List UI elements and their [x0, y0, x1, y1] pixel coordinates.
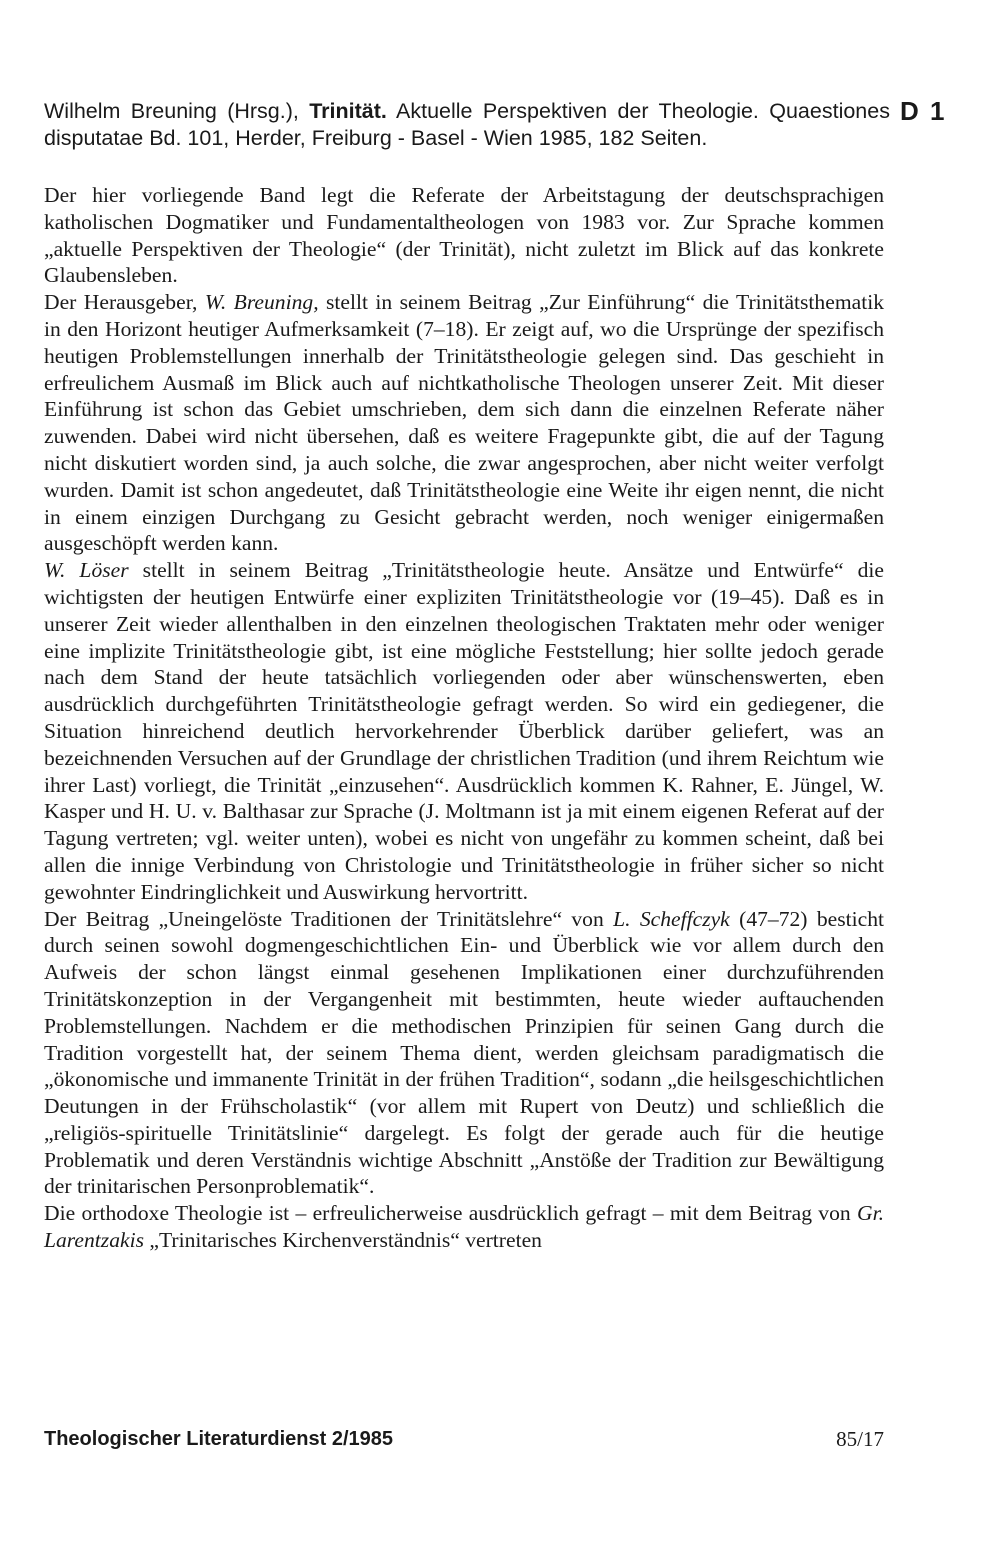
paragraph-4-text: (47–72) besticht durch seinen sowohl dogmengeschichtlichen Ein- und Überblick wie vor allem durch den Aufweis der schon längst einmal gesehenen Implikationen einer durchzuführenden Trinitätskonzeption in der Vergangenheit mit bestimmten, heute wieder auftauchenden Problemstellungen. Nachdem er die methodischen Prinzipien für seinen Gang durch die Tradition vorgestellt hat, der seinem Thema dient, werden gleichsam paradigmatisch die „ökonomische und immanente Trinität in der frühen Tradition“, sodann „die heilsgeschichtlichen Deutungen in der Frühscholastik“ (vor allem mit Rupert von Deutz) und schließlich die „religiös-spirituelle Trinitätslinie“ dargelegt. Es folgt der gerade auch für die heutige Problematik und deren Verständnis wichtige Abschnitt „Anstöße der Tradition zur Bewältigung der trinitarischen Personproblematik“.	[44, 906, 884, 1199]
author-name-larentzakis: Gr. Larentzakis	[44, 1201, 884, 1253]
paragraph-5-intro: Die orthodoxe Theologie ist – erfreulicherweise ausdrücklich gefragt – mit dem Beitrag von	[44, 1201, 851, 1226]
paragraph-4	[44, 906, 884, 1201]
author-name-scheffczyk: L. Scheffczyk	[613, 906, 730, 931]
paragraph-4-intro: Der Beitrag „Uneingelöste Traditionen der Trinitätslehre“ von	[44, 906, 604, 931]
header-author: Wilhelm Breuning (Hrsg.),	[44, 99, 299, 123]
paragraph-2-text: stellt in seinem Beitrag „Zur Einführung“ die Trinitätsthematik in den Horizont heutiger Aufmerksamkeit (7–18). Er zeigt auf, wo die Ursprünge der spezifisch heutigen Problemstellungen innerhalb der Trinitätstheologie gelegen sind. Das geschieht in erfreulichem Ausmaß im Blick auch auf nichtkatholische Theologen unserer Zeit. Mit dieser Einführung ist schon das Gebiet umschrieben, dem sich dann die einzelnen Referate näher zuwenden. Dabei wird nicht übersehen, daß es weitere Fragepunkte gibt, die auf der Tagung nicht diskutiert worden sind, ja auch solche, die zwar angesprochen, aber nicht weiter verfolgt wurden. Damit ist schon angedeutet, daß Trinitätstheologie eine Weite ihr eigen nennt, die nicht in einem einzigen Durchgang zu Gesicht gebracht werden, noch weniger einigermaßen ausgeschöpft werden kann.	[44, 290, 884, 556]
author-name-breuning: W. Breuning,	[204, 290, 319, 315]
bibliographic-header	[44, 98, 890, 152]
section-code: D 1	[900, 96, 947, 126]
header-title: Trinität.	[309, 99, 387, 123]
paragraph-1: Der hier vorliegende Band legt die Referate der Arbeitstagung der deutschsprachigen katholischen Dogmatiker und Fundamentaltheologen von 1983 vor. Zur Sprache kommen „aktuelle Perspektiven der Theologie“ (der Trinität), nicht zuletzt im Blick auf das konkrete Glaubensleben.	[44, 183, 884, 288]
paragraph-3-text: stellt in seinem Beitrag „Trinitätstheologie heute. Ansätze und Entwürfe“ die wichtigsten der heutigen Entwürfe einer expliziten Trinitätstheologie vor (19–45). Daß es in unserer Zeit wieder allenthalben in den einzelnen theologischen Traktaten mehr oder weniger eine implizite Trinitätstheologie gibt, ist eine mögliche Feststellung; hier sollte jedoch gerade nach dem Stand der heute tatsächlich vorliegenden oder aber wünschenswerten, eben ausdrücklich durchgeführten Trinitätstheologie gefragt werden. So wird ein gediegener, die Situation hinreichend deutlich hervorkehrender Überblick darüber geliefert, was an bezeichnenden Versuchen auf der Grundlage der christlichen Tradition (und ihrem Reichtum wie ihrer Last) vorliegt, die Trinität „einzusehen“. Ausdrücklich kommen K. Rahner, E. Jüngel, W. Kasper und H. U. v. Balthasar zur Sprache (J. Moltmann ist ja mit einem eigenen Referat auf der Tagung vertreten; vgl. weiter unten), wobei es nicht von ungefähr zu kommen scheint, daß bei allen die innige Verbindung von Christologie und Trinitätstheologie in früher sicher so nicht gewohnter Eindringlichkeit und Auswirkung hervortritt.	[44, 558, 884, 904]
author-name-loeser: W. Löser	[44, 558, 129, 583]
paragraph-2	[44, 289, 884, 557]
paragraph-2-intro: Der Herausgeber,	[44, 290, 198, 315]
page-number: 85/17	[836, 1427, 884, 1451]
review-body	[44, 182, 884, 1254]
paragraph-5-text: „Trinitarisches Kirchenverständnis“ vertreten	[149, 1228, 542, 1253]
header-details: Aktuelle Perspektiven der Theologie. Quaestiones disputatae Bd. 101, Herder, Freiburg - Basel - Wien 1985, 182 Seiten.	[44, 99, 890, 150]
paragraph-3	[44, 557, 884, 905]
journal-footer: Theologischer Literaturdienst 2/1985	[44, 1428, 393, 1450]
paragraph-5	[44, 1200, 884, 1254]
